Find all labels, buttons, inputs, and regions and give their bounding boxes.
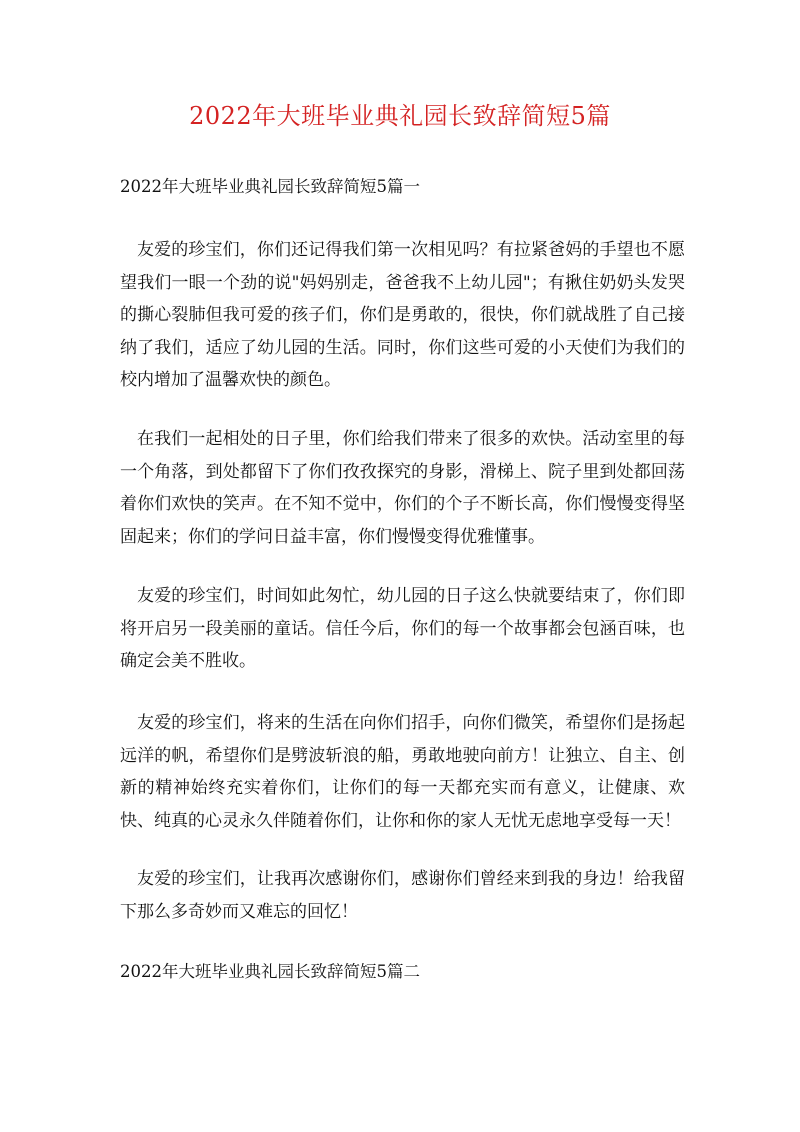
document-title: 2022年大班毕业典礼园长致辞简短5篇 (189, 102, 611, 130)
paragraph-5: 友爱的珍宝们，让我再次感谢你们，感谢你们曾经来到我的身边！给我留下那么多奇妙而又难忘的回忆！ (120, 869, 685, 922)
section-heading-1: 2022年大班毕业典礼园长致辞简短5篇一 (120, 177, 420, 196)
section-heading-2: 2022年大班毕业典礼园长致辞简短5篇二 (120, 962, 420, 981)
paragraph-4: 友爱的珍宝们，将来的生活在向你们招手，向你们微笑，希望你们是扬起远洋的帆，希望你们是劈波斩浪的船，勇敢地驶向前方！让独立、自主、创新的精神始终充实着你们，让你们的每一天都充实而有意义，让健康、欢快、纯真的心灵永久伴随着你们，让你和你的家人无忧无虑地享受每一天！ (120, 713, 685, 831)
paragraph-2: 在我们一起相处的日子里，你们给我们带来了很多的欢快。活动室里的每一个角落，到处都留下了你们孜孜探究的身影，滑梯上、院子里到处都回荡着你们欢快的笑声。在不知不觉中，你们的个子不断长高，你们慢慢变得坚固起来；你们的学问日益丰富，你们慢慢变得优雅懂事。 (120, 429, 685, 547)
paragraph-1: 友爱的珍宝们，你们还记得我们第一次相见吗？有拉紧爸妈的手望也不愿望我们一眼一个劲的说"妈妈别走，爸爸我不上幼儿园"；有揪住奶奶头发哭的撕心裂肺但我可爱的孩子们，你们是勇敢的，很快，你们就战胜了自己接纳了我们，适应了幼儿园的生活。同时，你们这些可爱的小天使们为我们的校内增加了温馨欢快的颜色。 (120, 240, 685, 390)
paragraph-3: 友爱的珍宝们，时间如此匆忙，幼儿园的日子这么快就要结束了，你们即将开启另一段美丽的童话。信任今后，你们的每一个故事都会包涵百味，也确定会美不胜收。 (120, 586, 685, 671)
